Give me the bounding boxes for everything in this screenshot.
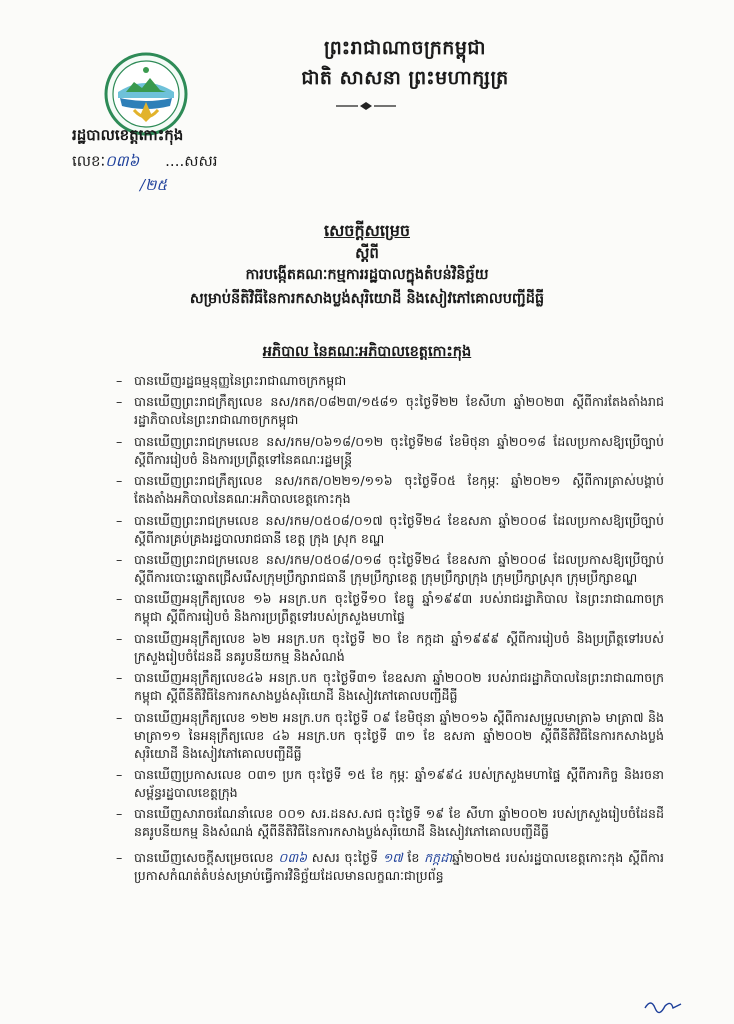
clause-sub-decree-122: – បានឃើញអនុក្រឹត្យលេខ ១២២ អនក្រ.បក ចុះថ្ងៃទី ០៩ ខែមិថុនា ឆ្នាំ២០១៦ ស្តីពីការសម្រួលមាត្រា៦ មាត្រា៧ និងមាត្រា១១ នៃអនុក្រឹត្យលេខ ៤៦ អនក្រ.បក ចុះថ្ងៃទី ៣១ ខែ ឧសភា ឆ្នាំ២០០២ ស្តីពីនីតិវិធីនៃការកសាងប្លង់សុរិយោដី និងសៀវភៅគោលបញ្ជីដីធ្លី — [116, 709, 664, 761]
national-motto: ជាតិ សាសនា ព្រះមហាក្សត្រ — [301, 67, 509, 89]
clause-sub-decree-16: – បានឃើញអនុក្រឹត្យលេខ ១៦ អនក្រ.បក ចុះថ្ងៃទី១០ ខែធ្នូ ឆ្នាំ១៩៩៣ របស់រាជរដ្ឋាភិបាល នៃព្រះរាជាណាចក្រកម្ពុជា ស្តីពីការរៀបចំ និងការប្រព្រឹត្តទៅរបស់ក្រសួងមហាផ្ទៃ — [116, 591, 664, 625]
clause-royal-kram-2008-018: – បានឃើញព្រះរាជក្រមលេខ នស/រកម/០៥០៨/០១៨ ចុះថ្ងៃទី២៤ ខែឧសភា ឆ្នាំ២០០៨ ដែលប្រកាសឱ្យប្រើច្បាប់ស្តីពីការបោះឆ្នោតជ្រើសរើសក្រុមប្រឹក្សារាជធានី ក្រុមប្រឹក្សាខេត្ត ក្រុមប្រឹក្សាក្រុង ក្រុមប្រឹក្សាស្រុក ក្រុមប្រឹក្សាខណ្ឌ — [116, 551, 664, 585]
clause-circular-001: – បានឃើញសារាចរណែនាំលេខ ០០១ សរ.ដនស.សជ ចុះថ្ងៃទី ១៩ ខែ សីហា ឆ្នាំ២០០២ របស់ក្រសួងរៀបចំដែនដី នគរូបនីយកម្ម និងសំណង់ ស្តីពីនីតិវិធីនៃការកសាងប្លង់សុរិយោដី និងសៀវភៅគោលបញ្ជីដីធ្លី — [116, 806, 664, 840]
clause-royal-decree-2021: – បានឃើញព្រះរាជក្រឹត្យលេខ នស/រកត/០២២១/១១៦ ចុះថ្ងៃទី០៥ ខែកុម្ភៈ ឆ្នាំ២០២១ ស្តីពីការត្រាស់បង្គាប់តែងតាំងអភិបាលនៃគណៈអភិបាលខេត្តកោះកុង — [116, 473, 664, 507]
kingdom-heading: ព្រះរាជាណាចក្រកម្ពុជា — [324, 37, 486, 59]
document-type-title: សេចក្តីសម្រេច — [323, 221, 410, 240]
clause-prakas-031: – បានឃើញប្រកាសលេខ ០៣១ ប្រក ចុះថ្ងៃទី ១៥ ខែ កុម្ភៈ ឆ្នាំ១៩៩៤ របស់ក្រសួងមហាផ្ទៃ ស្តីពីភារកិច្ច និងរចនាសម្ព័ន្ធរដ្ឋបាលខេត្តក្រុង — [116, 766, 664, 800]
issuing-office: រដ្ឋបាលខេត្តកោះកុង — [72, 126, 184, 144]
clause-constitution: – បានឃើញរដ្ឋធម្មនុញ្ញនៃព្រះរាជាណាចក្រកម្ពុជា — [116, 373, 347, 388]
clause-royal-kram-2018: – បានឃើញព្រះរាជក្រមលេខ នស/រកម/០៦១៨/០១២ ចុះថ្ងៃទី២៨ ខែមិថុនា ឆ្នាំ២០១៨ ដែលប្រកាសឱ្យប្រើច្បាប់ស្តីពីការរៀបចំ និងការប្រព្រឹត្តទៅនៃគណៈរដ្ឋមន្ត្រី — [116, 433, 664, 467]
preamble-clauses — [116, 372, 664, 889]
reference-suffix: ....សសរ — [165, 152, 218, 170]
reference-handwritten-number: ០៣៦ — [105, 152, 140, 170]
clause-sub-decree-46: – បានឃើញអនុក្រឹត្យលេខ៤៦ អនក្រ.បក ចុះថ្ងៃទី៣១ ខែឧសភា ឆ្នាំ២០០២ របស់រាជរដ្ឋាភិបាលនៃព្រះរាជាណាចក្រកម្ពុជា ស្តីពីនីតិវិធីនៃការកសាងប្លង់សុរិយោដី និងសៀវភៅគោលបញ្ជីដីធ្លី — [116, 670, 664, 704]
reference-handwritten-extra: /២៥ — [140, 176, 168, 194]
clause-sub-decree-62: – បានឃើញអនុក្រឹត្យលេខ ៦២ អនក្រ.បក ចុះថ្ងៃទី ២០ ខែ កក្កដា ឆ្នាំ១៩៩៩ ស្តីពីការរៀបចំ និងប្រព្រឹត្តទៅរបស់ក្រសួងរៀបចំដែនដី នគរូបនីយកម្ម និងសំណង់ — [116, 630, 664, 664]
handwritten-decision-number: ០៣៦ — [278, 850, 308, 866]
clause-royal-kram-2008-017: – បានឃើញព្រះរាជក្រមលេខ នស/រកម/០៥០៨/០១៧ ចុះថ្ងៃទី២៤ ខែឧសភា ឆ្នាំ២០០៨ ដែលប្រកាសឱ្យប្រើច្បាប់ស្តីពីការគ្រប់គ្រងរដ្ឋបាលរាជធានី ខេត្ត ក្រុង ស្រុក ខណ្ឌ — [116, 512, 664, 546]
clause-decision-036: – បានឃើញសេចក្តីសម្រេចលេខ ០៣៦ សសរ ចុះថ្ងៃទី ១៧ ខែ កក្កដាឆ្នាំ២០២៥ របស់រដ្ឋបាលខេត្តកោះកុង ស្តីពីការប្រកាសកំណត់តំបន់សម្រាប់ធ្វើការវិនិច្ឆ័យដែលមានលក្ខណៈជាប្រព័ន្ធ — [116, 850, 664, 884]
reference-label: លេខៈ — [72, 152, 106, 170]
issuing-authority: អភិបាល នៃគណៈអភិបាលខេត្តកោះកុង — [262, 344, 472, 360]
title-subject-label: ស្តីពី — [355, 244, 379, 262]
provincial-seal-logo — [104, 52, 188, 136]
title-subject-line-2: សម្រាប់នីតិវិធីនៃការកសាងប្លង់សុរិយោដី និងសៀវភៅគោលបញ្ជីដីធ្លី — [189, 291, 545, 307]
title-subject-line-1: ការបង្កើតគណៈកម្មការរដ្ឋបាលក្នុងតំបន់វិនិច្ឆ័យ — [245, 267, 489, 283]
handwritten-month: កក្កដា — [424, 850, 453, 866]
clause-royal-decree-2023: – បានឃើញព្រះរាជក្រឹត្យលេខ នស/រកត/០៨២៣/១៥៨១ ចុះថ្ងៃទី២២ ខែសីហា ឆ្នាំ២០២៣ ស្តីពីការតែងតាំងរាជរដ្ឋាភិបាលនៃព្រះរាជាណាចក្រកម្ពុជា — [116, 394, 664, 428]
handwritten-day: ១៧ — [382, 850, 403, 866]
reference-number — [72, 152, 218, 174]
ornament-divider — [336, 100, 396, 112]
handwritten-initials-mark — [643, 996, 683, 1014]
